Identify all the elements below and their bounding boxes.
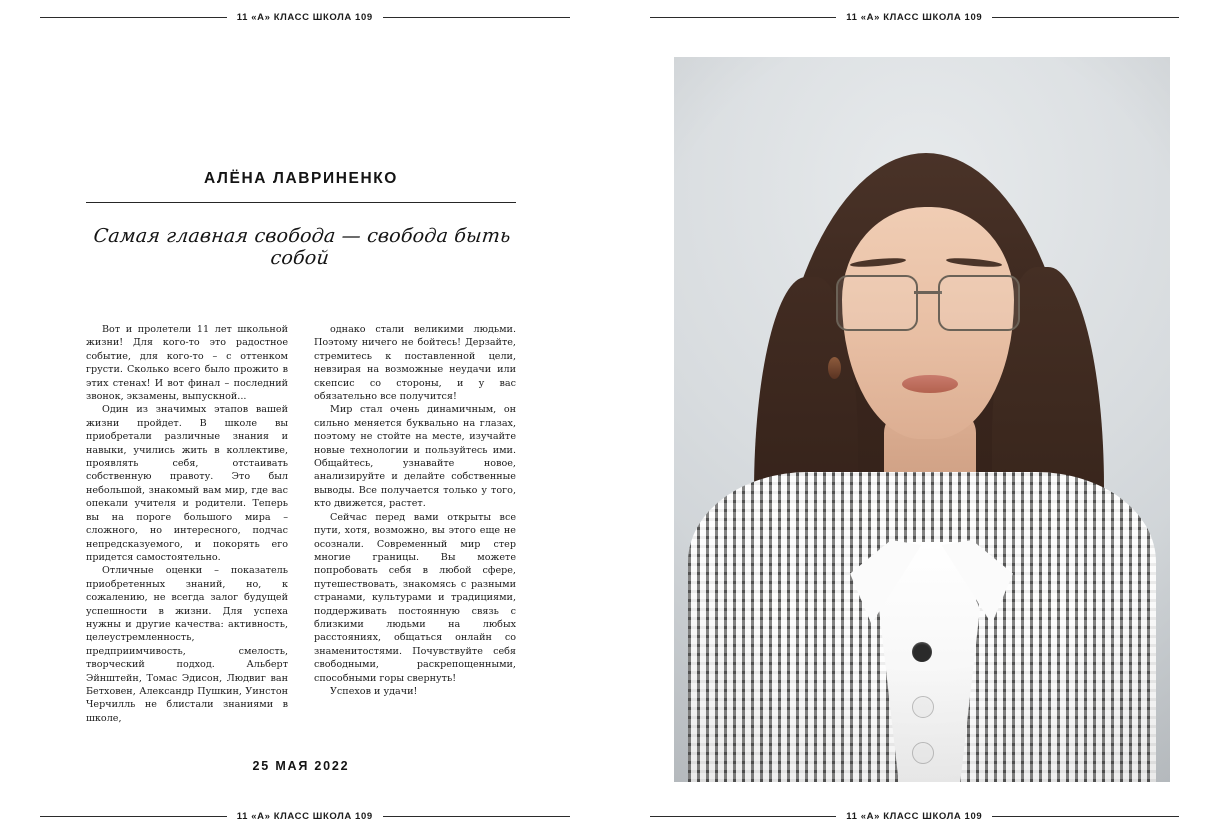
rule-left xyxy=(40,816,227,817)
paragraph: Вот и пролетели 11 лет школьной жизни! Для кого-то это радостное событие, для кого-то – с оттенком грусти. Сколько всего было прожито в этих стенах! И вот финал – последний звонок, экзамены, выпускной... xyxy=(86,324,288,403)
author-name: АЛЁНА ЛАВРИНЕНКО xyxy=(204,170,398,187)
right-page-running-foot xyxy=(610,811,1219,822)
right-page-running-head xyxy=(610,12,1219,23)
paragraph: Успехов и удачи! xyxy=(330,685,418,697)
jacket-button xyxy=(912,696,934,718)
article-subtitle: Самая главная свобода — свобода быть собой xyxy=(92,225,512,269)
article-date: 25 МАЯ 2022 xyxy=(252,759,350,774)
running-head-text: 11 «А» КЛАСС ШКОЛА 109 xyxy=(846,12,983,23)
rule-right xyxy=(992,816,1179,817)
rule-right xyxy=(383,17,570,18)
running-head-text: 11 «А» КЛАСС ШКОЛА 109 xyxy=(236,12,373,23)
glasses-icon xyxy=(834,275,1022,327)
article-column-left xyxy=(86,323,288,725)
rule-left xyxy=(650,816,837,817)
paragraph: Мир стал очень динамичным, он сильно меняется буквально на глазах, поэтому не стойте на месте, изучайте новые технологии и пользуйтесь ими. Общайтесь, узнавайте новое, анализируйте и делайте собственные выводы. Все получается только у того, кто движется, растет. xyxy=(314,404,516,510)
paragraph: Сейчас перед вами открыты все пути, хотя, возможно, вы этого еще не осознали. Современный мир стер многие границы. Вы можете попробовать себя в любой сфере, путешествовать, знакомясь с разными странами, культурами и традициями, поддерживать постоянную связь с близкими людьми на любых расстояниях, общаться онлайн со знаменитостями. Почувствуйте себя свободными, раскрепощенными, способными горы свернуть! xyxy=(314,511,516,684)
rule-left xyxy=(40,17,227,18)
portrait-illustration xyxy=(674,57,1170,782)
earring-shape xyxy=(828,357,841,379)
article-column-right xyxy=(314,323,516,698)
rule-right xyxy=(992,17,1179,18)
running-foot-text: 11 «А» КЛАСС ШКОЛА 109 xyxy=(236,811,373,822)
running-foot-text: 11 «А» КЛАСС ШКОЛА 109 xyxy=(846,811,983,822)
jacket-button xyxy=(912,642,932,662)
lens-left xyxy=(836,275,918,331)
article-block xyxy=(86,170,516,773)
rule-left xyxy=(650,17,837,18)
left-page-running-foot xyxy=(0,811,610,822)
jacket-button xyxy=(912,742,934,764)
portrait-photo xyxy=(674,57,1170,782)
article-columns xyxy=(86,323,516,725)
paragraph: Отличные оценки – показатель приобретенных знаний, но, к сожалению, не всегда залог будущей успешности в жизни. Для успеха нужны и другие качества: активность, целеустремленность, предприимчивость, смелость, творческий подход. Альберт Эйнштейн, Томас Эдисон, Людвиг ван Бетховен, Александр Пушкин, Уинстон Черчилль не блистали знаниями в школе, xyxy=(86,565,288,724)
left-page-running-head xyxy=(0,12,610,23)
lips-shape xyxy=(902,375,958,393)
lens-right xyxy=(938,275,1020,331)
paragraph: однако стали великими людьми. Поэтому ничего не бойтесь! Дерзайте, стремитесь к поставленной цели, невзирая на возможные неудачи или скепсис со стороны, и у вас обязательно все получится! xyxy=(314,324,516,403)
rule-right xyxy=(383,816,570,817)
paragraph: Один из значимых этапов вашей жизни пройдет. В школе вы приобретали различные знания и навыки, учились жить в коллективе, проявлять себя, отстаивать собственную правоту. Это был небольшой, знакомый вам мир, где вас опекали учителя и родители. Теперь вы на пороге большого мира – сложного, но интересного, подчас непредсказуемого, и покорять его придется самостоятельно. xyxy=(86,404,288,563)
right-page xyxy=(610,0,1219,836)
title-divider xyxy=(86,202,516,203)
